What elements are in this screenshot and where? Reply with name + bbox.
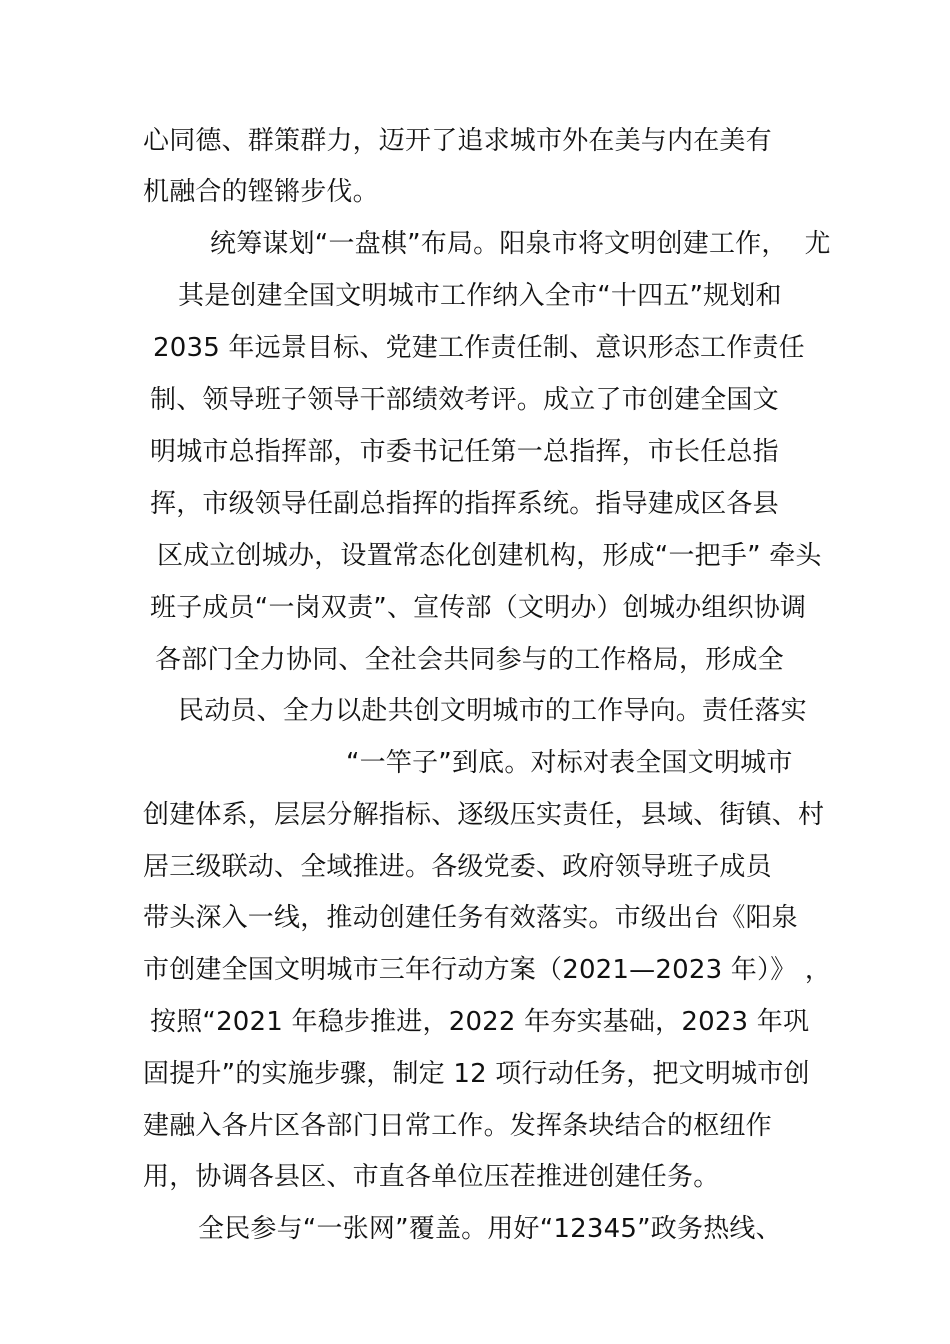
text-line-10: 班子成员“一岗双责”、宣传部（文明办）创城办组织协调 xyxy=(150,593,807,623)
text-line-5: 2035 年远景目标、党建工作责任制、意识形态工作责任 xyxy=(153,333,805,363)
text-line-17: 市创建全国文明城市三年行动方案（2021—2023 年）》 ， xyxy=(143,955,832,985)
text-line-16: 带头深入一线，推动创建任务有效落实。市级出台《阳泉 xyxy=(143,903,799,933)
text-line-14: 创建体系，层层分解指标、逐级压实责任，县域、街镇、村 xyxy=(143,800,825,830)
text-line-18: 按照“2021 年稳步推进，2022 年夯实基础，2023 年巩 xyxy=(150,1007,810,1037)
text-line-21: 用，协调各县区、市直各单位压茬推进创建任务。 xyxy=(143,1162,720,1192)
text-line-6: 制、领导班子领导干部绩效考评。成立了市创建全国文 xyxy=(150,385,779,415)
text-line-7: 明城市总指挥部，市委书记任第一总指挥，市长任总指 xyxy=(150,437,779,467)
text-line-4: 其是创建全国文明城市工作纳入全市“十四五”规划和 xyxy=(178,281,782,311)
text-line-2: 机融合的铿锵步伐。 xyxy=(143,177,379,207)
text-line-1: 心同德、群策群力，迈开了追求城市外在美与内在美有 xyxy=(143,126,772,156)
text-line-13: “一竿子”到底。对标对表全国文明城市 xyxy=(346,748,793,778)
text-line-11: 各部门全力协同、全社会共同参与的工作格局，形成全 xyxy=(155,645,784,675)
text-line-12: 民动员、全力以赴共创文明城市的工作导向。责任落实 xyxy=(178,696,807,726)
text-line-22: 全民参与“一张网”覆盖。用好“12345”政务热线、 xyxy=(198,1214,782,1244)
text-line-9: 区成立创城办，设置常态化创建机构，形成“一把手” 牵头 xyxy=(157,541,822,571)
text-line-8: 挥，市级领导任副总指挥的指挥系统。指导建成区各县 xyxy=(150,489,779,519)
text-line-19: 固提升”的实施步骤，制定 12 项行动任务，把文明城市创 xyxy=(143,1059,810,1089)
text-line-3: 统筹谋划“一盘棋”布局。阳泉市将文明创建工作， 尤 xyxy=(210,229,831,259)
text-line-15: 居三级联动、全域推进。各级党委、政府领导班子成员 xyxy=(143,852,772,882)
text-line-20: 建融入各片区各部门日常工作。发挥条块结合的枢纽作 xyxy=(143,1111,772,1141)
